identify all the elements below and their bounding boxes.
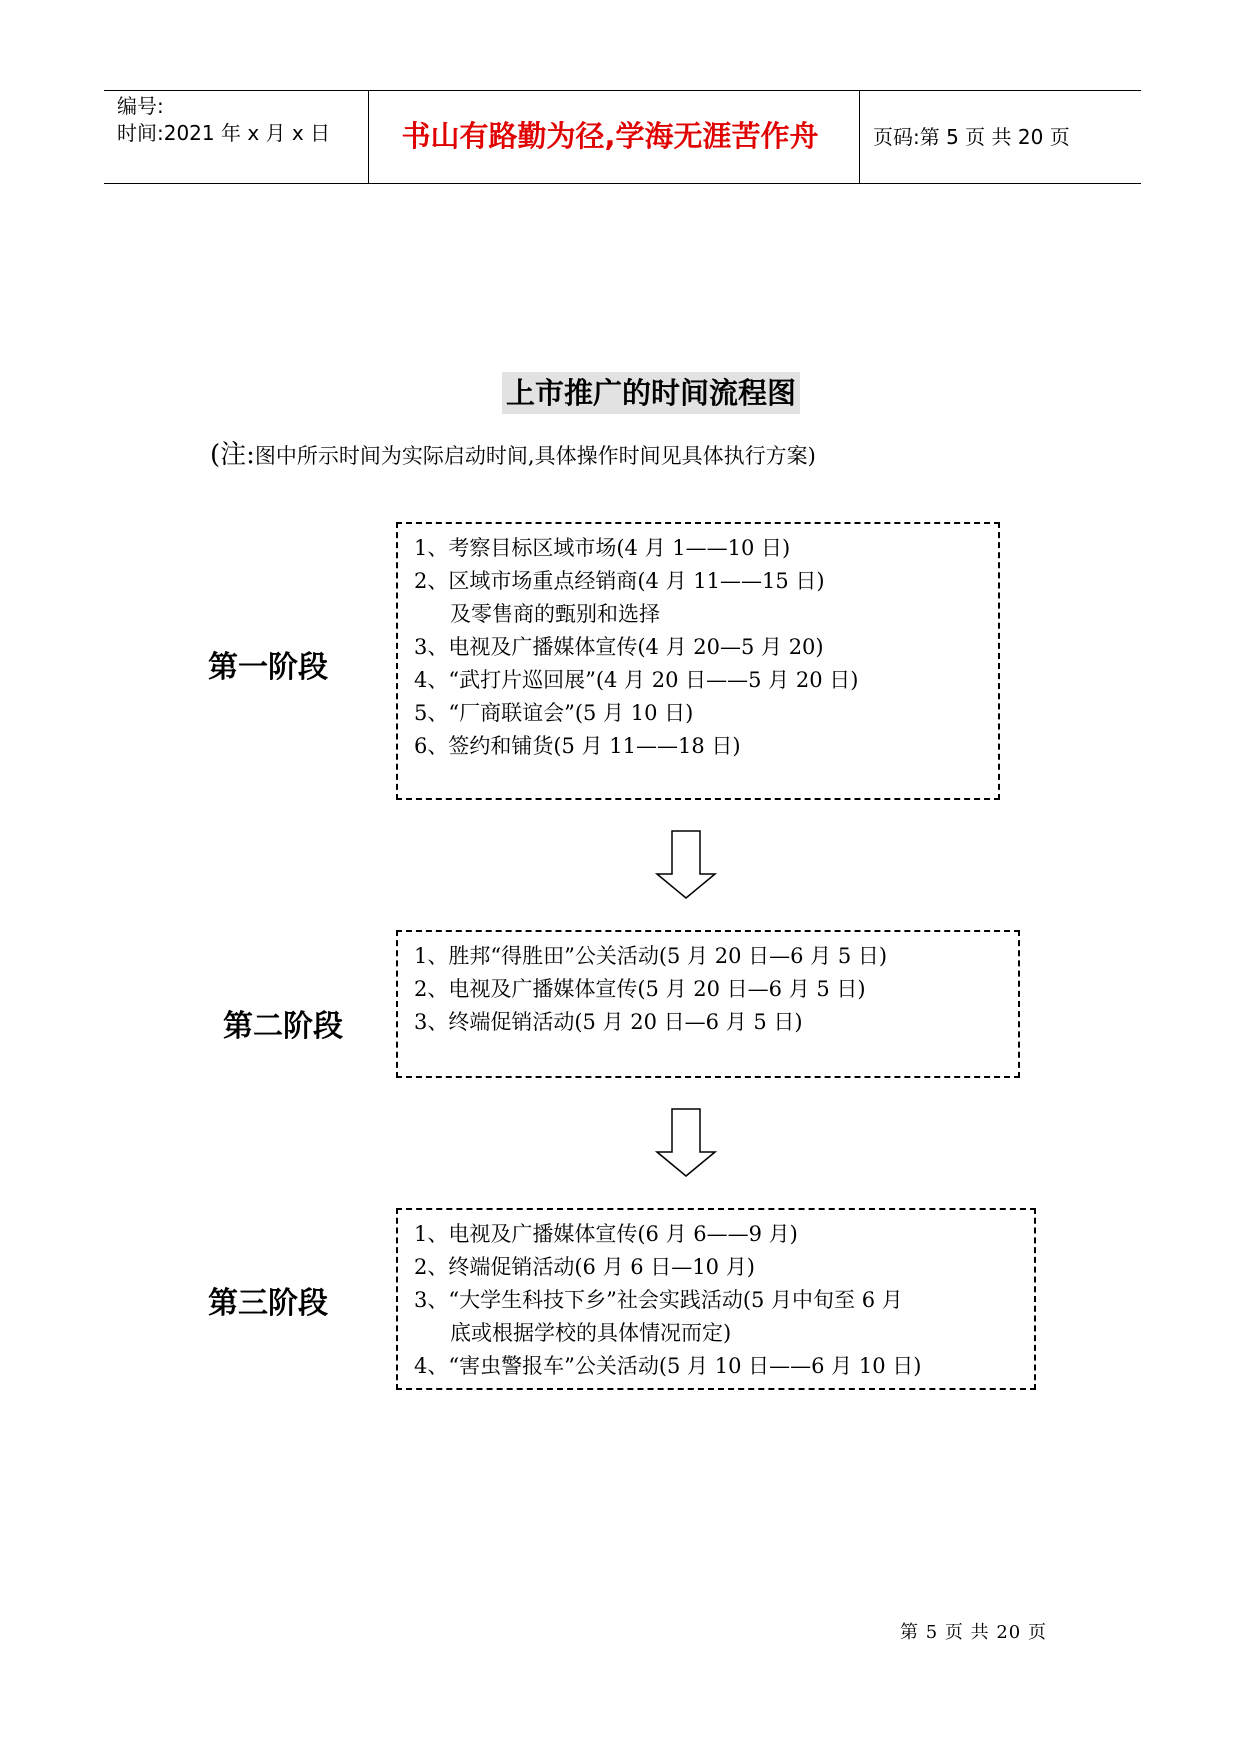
stage-1-item: 1、考察目标区域市场(4 月 1——10 日) (414, 536, 791, 560)
stage-3-item: 1、电视及广播媒体宣传(6 月 6——9 月) (414, 1222, 798, 1246)
stage-1-item: 及零售商的甄别和选择 (450, 602, 660, 626)
note-label: 注: (220, 440, 255, 470)
stage-3-item: 2、终端促销活动(6 月 6 日—10 月) (414, 1255, 755, 1279)
stage-2-label: 第二阶段 (223, 1009, 343, 1044)
page-title: 上市推广的时间流程图 (502, 372, 800, 414)
header-top-rule (104, 90, 1141, 91)
stage-3-box (396, 1208, 1036, 1390)
stage-2-item: 1、胜邦“得胜田”公关活动(5 月 20 日—6 月 5 日) (414, 944, 888, 968)
stage-3-item: 4、“害虫警报车”公关活动(5 月 10 日——6 月 10 日) (414, 1354, 922, 1378)
stage-3-label: 第三阶段 (208, 1286, 328, 1321)
stage-1-label: 第一阶段 (208, 650, 328, 685)
page-footer: 第 5 页 共 20 页 (900, 1622, 1047, 1643)
header-time-label: 时间:2021 年 x 月 x 日 (117, 121, 331, 145)
down-arrow-icon (655, 830, 717, 900)
note-text: 图中所示时间为实际启动时间,具体操作时间见具体执行方案) (254, 444, 816, 468)
stage-2-item: 2、电视及广播媒体宣传(5 月 20 日—6 月 5 日) (414, 977, 866, 1001)
note-open-paren: ( (210, 440, 221, 470)
header-motto: 书山有路勤为径,学海无涯苦作舟 (401, 119, 819, 153)
stage-3-item: 3、“大学生科技下乡”社会实践活动(5 月中旬至 6 月 (414, 1288, 903, 1312)
stage-1-item: 6、签约和铺货(5 月 11——18 日) (414, 734, 741, 758)
stage-1-item: 4、“武打片巡回展”(4 月 20 日——5 月 20 日) (414, 668, 859, 692)
header-bottom-rule (104, 183, 1141, 184)
note (210, 440, 816, 471)
stage-1-item: 2、区域市场重点经销商(4 月 11——15 日) (414, 569, 825, 593)
stage-1-box (396, 522, 1000, 800)
header-divider-left (368, 90, 369, 183)
stage-2-box (396, 930, 1020, 1078)
stage-1-item: 3、电视及广播媒体宣传(4 月 20—5 月 20) (414, 635, 824, 659)
header-divider-right (859, 90, 860, 183)
down-arrow-icon (655, 1108, 717, 1178)
stage-2-item: 3、终端促销活动(5 月 20 日—6 月 5 日) (414, 1010, 803, 1034)
header-page-label: 页码:第 5 页 共 20 页 (873, 125, 1070, 149)
stage-3-item: 底或根据学校的具体情况而定) (450, 1321, 732, 1345)
header-number-label: 编号: (117, 94, 164, 118)
stage-1-item: 5、“厂商联谊会”(5 月 10 日) (414, 701, 694, 725)
